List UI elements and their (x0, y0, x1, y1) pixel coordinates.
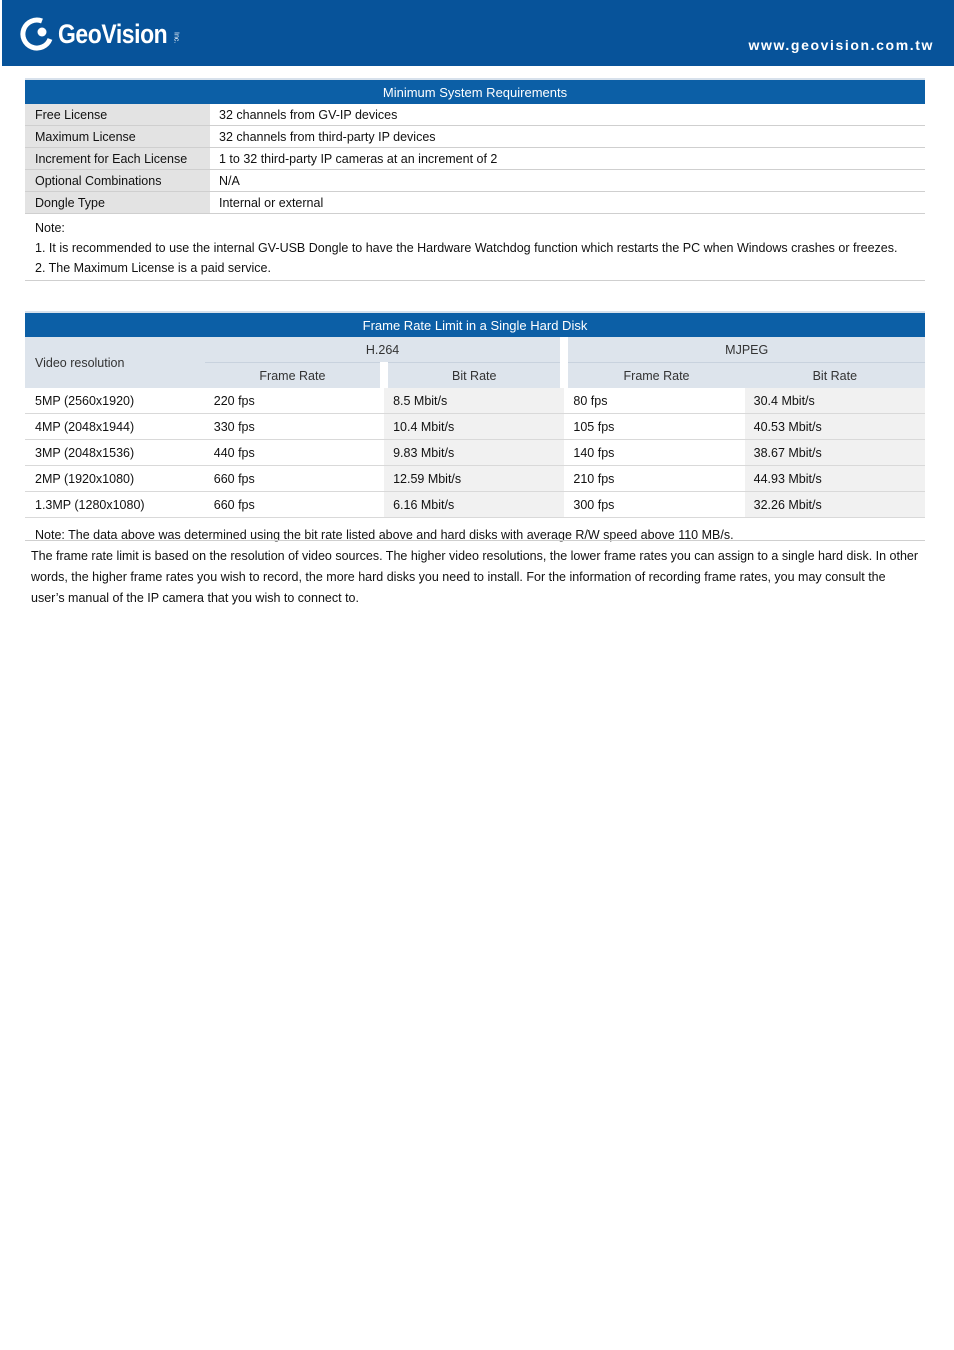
h264-frame-rate-cell: 440 fps (205, 440, 384, 466)
mjpeg-bit-rate-cell: 44.93 Mbit/s (745, 466, 925, 492)
requirement-value: 32 channels from third-party IP devices (210, 126, 925, 148)
resolution-cell: 5MP (2560x1920) (25, 388, 205, 414)
resolution-cell: 1.3MP (1280x1080) (25, 492, 205, 518)
table-row (25, 440, 925, 466)
requirement-value: Internal or external (210, 192, 925, 214)
table-row (25, 492, 925, 518)
mjpeg-frame-rate-cell: 140 fps (564, 440, 744, 466)
mjpeg-bit-rate-cell: 40.53 Mbit/s (745, 414, 925, 440)
requirement-row (25, 170, 925, 192)
h264-frame-rate-header: Frame Rate (205, 363, 384, 389)
requirement-label: Increment for Each License (25, 148, 210, 170)
geovision-logo (20, 14, 180, 54)
h264-bit-rate-cell: 12.59 Mbit/s (384, 466, 564, 492)
note-item: 2. The Maximum License is a paid service. (35, 261, 271, 275)
h264-frame-rate-cell: 220 fps (205, 388, 384, 414)
h264-bit-rate-header: Bit Rate (384, 363, 564, 389)
h264-header: H.264 (205, 337, 565, 363)
requirement-value: N/A (210, 170, 925, 192)
mjpeg-bit-rate-cell: 32.26 Mbit/s (745, 492, 925, 518)
h264-frame-rate-cell: 330 fps (205, 414, 384, 440)
h264-frame-rate-cell: 660 fps (205, 466, 384, 492)
mjpeg-frame-rate-header: Frame Rate (564, 363, 744, 389)
frame-rate-section (25, 311, 925, 548)
resolution-cell: 4MP (2048x1944) (25, 414, 205, 440)
mjpeg-frame-rate-cell: 300 fps (564, 492, 744, 518)
note-label: Note: (35, 221, 65, 235)
requirements-notes (25, 214, 925, 281)
mjpeg-frame-rate-cell: 105 fps (564, 414, 744, 440)
requirement-value: 1 to 32 third-party IP cameras at an increment of 2 (210, 148, 925, 170)
codec-header-row (25, 337, 925, 363)
requirement-label: Dongle Type (25, 192, 210, 214)
mjpeg-header: MJPEG (564, 337, 925, 363)
h264-bit-rate-cell: 9.83 Mbit/s (384, 440, 564, 466)
website-url: www.geovision.com.tw (748, 37, 934, 53)
table-row (25, 466, 925, 492)
table-row (25, 388, 925, 414)
h264-bit-rate-cell: 10.4 Mbit/s (384, 414, 564, 440)
requirement-row (25, 126, 925, 148)
mjpeg-bit-rate-cell: 30.4 Mbit/s (745, 388, 925, 414)
min-requirements-section (25, 78, 925, 281)
requirement-label: Free License (25, 104, 210, 126)
page-header (2, 0, 954, 66)
resolution-header: Video resolution (25, 337, 205, 388)
h264-bit-rate-cell: 6.16 Mbit/s (384, 492, 564, 518)
resolution-cell: 3MP (2048x1536) (25, 440, 205, 466)
frame-rate-description: The frame rate limit is based on the resolution of video sources. The higher video resolutions, the lower frame rates you can assign to a single hard disk. In other words, the higher frame rates you wish to record, the more hard disks you need to install. For the information of recording frame rates, you may consult the user’s manual of the IP camera that you wish to connect to. (25, 540, 925, 609)
geovision-logo-icon (20, 17, 54, 51)
requirement-label: Optional Combinations (25, 170, 210, 192)
frame-rate-note: Note: The data above was determined using the bit rate listed above and hard disks with average R/W speed above 110 MB/s. (35, 528, 734, 542)
mjpeg-bit-rate-header: Bit Rate (745, 363, 925, 389)
requirement-row (25, 192, 925, 214)
table-row (25, 414, 925, 440)
mjpeg-bit-rate-cell: 38.67 Mbit/s (745, 440, 925, 466)
requirements-table (25, 104, 925, 214)
mjpeg-frame-rate-cell: 80 fps (564, 388, 744, 414)
requirement-row (25, 148, 925, 170)
resolution-cell: 2MP (1920x1080) (25, 466, 205, 492)
note-item: 1. It is recommended to use the internal GV-USB Dongle to have the Hardware Watchdog function which restarts the PC when Windows crashes or freezes. (35, 241, 898, 255)
mjpeg-frame-rate-cell: 210 fps (564, 466, 744, 492)
frame-rate-table (25, 337, 925, 518)
section-title: Frame Rate Limit in a Single Hard Disk (25, 311, 925, 337)
requirement-row (25, 104, 925, 126)
requirement-value: 32 channels from GV-IP devices (210, 104, 925, 126)
requirement-label: Maximum License (25, 126, 210, 148)
h264-bit-rate-cell: 8.5 Mbit/s (384, 388, 564, 414)
h264-frame-rate-cell: 660 fps (205, 492, 384, 518)
section-title: Minimum System Requirements (25, 78, 925, 104)
brand-name: GeoVision (58, 18, 168, 49)
brand-suffix: Inc. (172, 32, 180, 44)
